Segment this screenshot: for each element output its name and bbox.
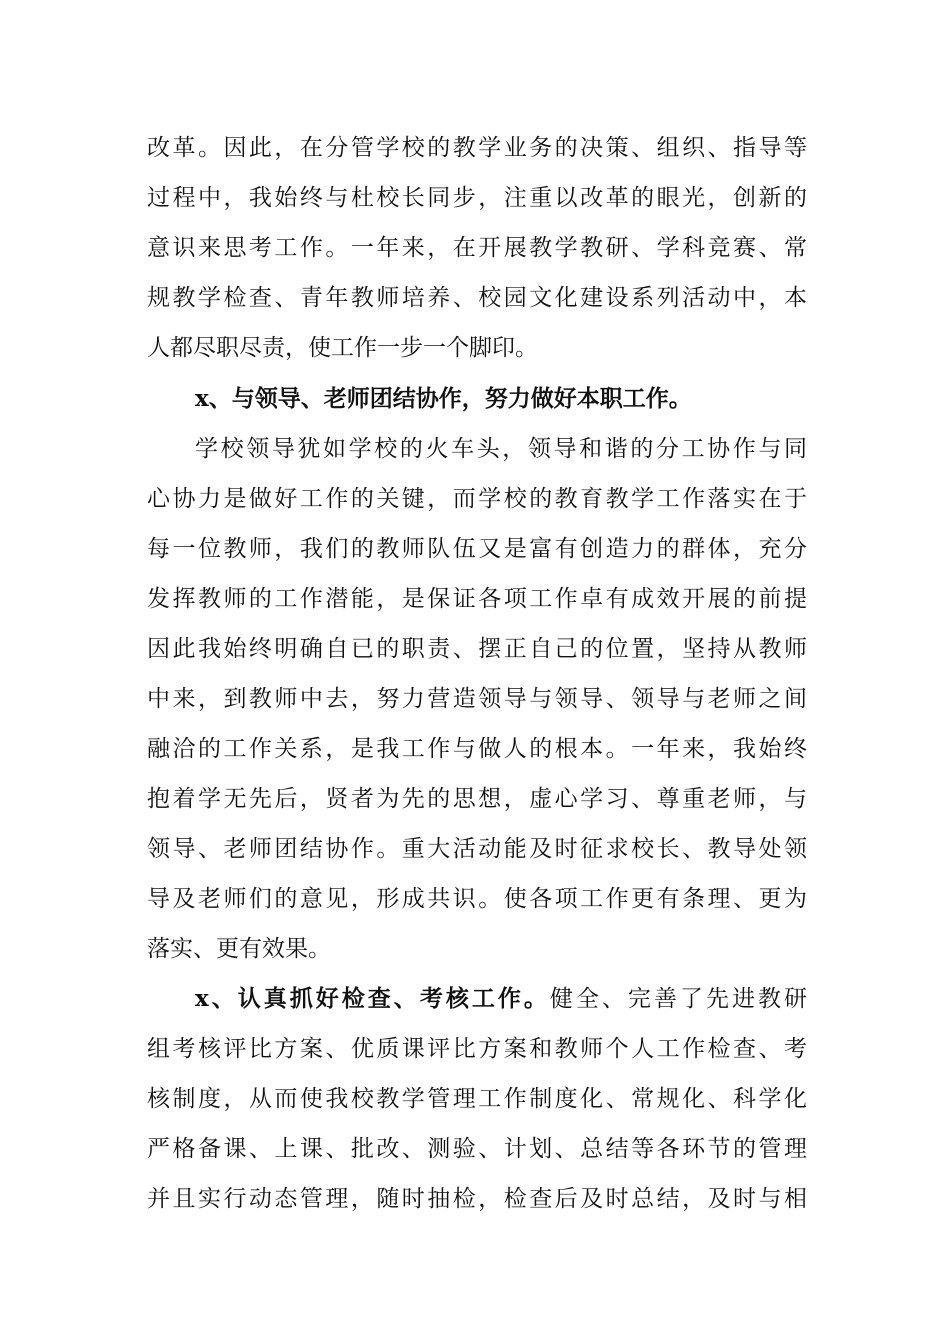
paragraph-2-line-3: 每一位教师，我们的教师队伍又是富有创造力的群体，充分 xyxy=(147,536,807,562)
paragraph-2-line-7: 融洽的工作关系，是我工作与做人的根本。一年来，我始终 xyxy=(147,736,807,762)
paragraph-3-line-1 xyxy=(195,979,807,1019)
section-heading-2: x、认真抓好检查、考核工作。 xyxy=(195,985,550,1012)
paragraph-1-line-2: 过程中，我始终与杜校长同步，注重以改革的眼光，创新的 xyxy=(147,185,807,211)
paragraph-1-line-1: 改革。因此，在分管学校的教学业务的决策、组织、指导等 xyxy=(147,135,807,161)
paragraph-2-line-4: 发挥教师的工作潜能，是保证各项工作卓有成效开展的前提 xyxy=(147,586,807,612)
paragraph-3-lead-text: 健全、完善了先进教研 xyxy=(549,986,808,1012)
paragraph-2-line-10: 导及老师们的意见，形成共识。使各项工作更有条理、更为 xyxy=(147,886,807,912)
paragraph-3-line-3: 核制度，从而使我校教学管理工作制度化、常规化、科学化 xyxy=(147,1086,807,1112)
paragraph-3-line-4: 严格备课、上课、批改、测验、计划、总结等各环节的管理 xyxy=(147,1136,807,1162)
paragraph-1-line-5: 人都尽职尽责，使工作一步一个脚印。 xyxy=(147,335,538,361)
section-heading-1: x、与领导、老师团结协作，努力做好本职工作。 xyxy=(195,385,692,412)
paragraph-1-line-3: 意识来思考工作。一年来，在开展教学教研、学科竞赛、常 xyxy=(147,235,807,261)
paragraph-2-line-5: 因此我始终明确自已的职责、摆正自己的位置，坚持从教师 xyxy=(147,636,807,662)
paragraph-3-line-2: 组考核评比方案、优质课评比方案和教师个人工作检查、考 xyxy=(147,1036,807,1062)
paragraph-1-line-4: 规教学检查、青年教师培养、校园文化建设系列活动中，本 xyxy=(147,285,807,311)
paragraph-2-line-2: 心协力是做好工作的关键，而学校的教育教学工作落实在于 xyxy=(147,486,807,512)
paragraph-3-line-5: 并且实行动态管理，随时抽检，检查后及时总结，及时与相 xyxy=(147,1186,807,1212)
paragraph-2-line-8: 抱着学无先后，贤者为先的思想，虚心学习、尊重老师，与 xyxy=(147,786,807,812)
paragraph-2-line-6: 中来，到教师中去，努力营造领导与领导、领导与老师之间 xyxy=(147,686,807,712)
paragraph-2-line-1: 学校领导犹如学校的火车头，领导和谐的分工协作与同 xyxy=(195,436,807,462)
paragraph-2-line-11: 落实、更有效果。 xyxy=(147,936,331,962)
paragraph-2-line-9: 领导、老师团结协作。重大活动能及时征求校长、教导处领 xyxy=(147,836,807,862)
